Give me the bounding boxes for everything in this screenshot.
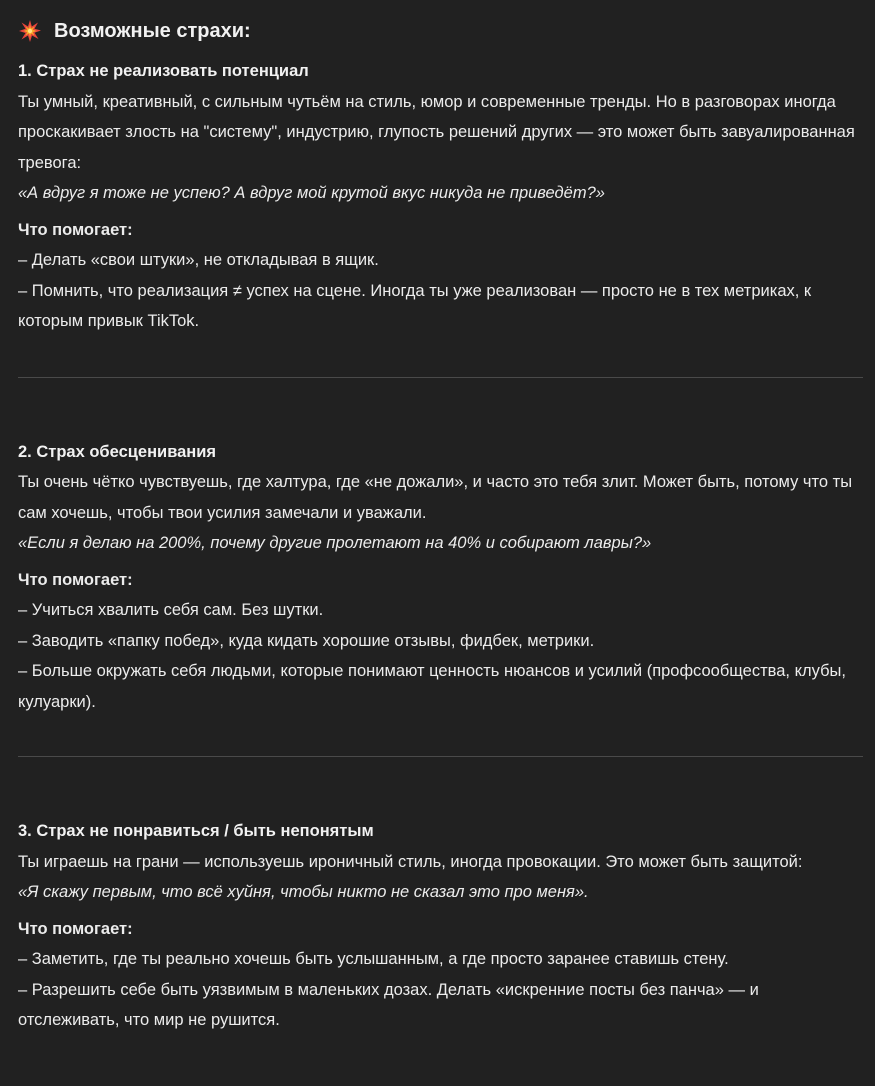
help-list — [18, 595, 863, 717]
list-item: – Больше окружать себя людьми, которые понимают ценность нюансов и усилий (профсообщества, клубы, кулуарки). — [18, 662, 846, 711]
collision-icon — [18, 19, 42, 43]
section-body: Ты умный, креативный, с сильным чутьём на стиль, юмор и современные тренды. Но в разговорах иногда проскакивает злость на "систему", индустрию, глупость решений других — это может быть завуалированная тревога: — [18, 92, 855, 172]
list-item: – Учиться хвалить себя сам. Без шутки. — [18, 601, 324, 619]
help-list — [18, 245, 863, 337]
section-title: 2. Страх обесценивания — [18, 442, 217, 461]
section-quote: «А вдруг я тоже не успею? А вдруг мой крутой вкус никуда не приведёт?» — [18, 184, 605, 202]
list-item: – Помнить, что реализация ≠ успех на сцене. Иногда ты уже реализован — просто не в тех метриках, к которым привык TikTok. — [18, 281, 812, 330]
list-item: – Делать «свои штуки», не откладывая в ящик. — [18, 251, 379, 269]
fear-section-1 — [18, 56, 863, 337]
section-quote: «Если я делаю на 200%, почему другие пролетают на 40% и собирают лавры?» — [18, 534, 652, 552]
fear-section-2 — [18, 437, 863, 718]
divider — [18, 756, 863, 757]
message-content — [18, 0, 863, 1036]
section-body: Ты играешь на грани — используешь ироничный стиль, иногда провокации. Это может быть защитой: — [18, 852, 803, 871]
heading-title: Возможные страхи: — [54, 19, 251, 42]
help-label: Что помогает: — [18, 220, 133, 239]
fear-section-3 — [18, 816, 863, 1036]
help-label: Что помогает: — [18, 919, 133, 938]
section-title: 1. Страх не реализовать потенциал — [18, 62, 309, 80]
list-item: – Разрешить себе быть уязвимым в маленьких дозах. Делать «искренние посты без панча» — и отслеживать, что мир не рушится. — [18, 980, 759, 1029]
section-title: 3. Страх не понравиться / быть непонятым — [18, 822, 374, 840]
divider — [18, 377, 863, 378]
section-quote: «Я скажу первым, что всё хуйня, чтобы никто не сказал это про меня». — [18, 883, 589, 901]
list-item: – Заводить «папку побед», куда кидать хорошие отзывы, фидбек, метрики. — [18, 631, 595, 650]
help-list — [18, 944, 863, 1036]
section-heading — [18, 14, 863, 48]
list-item: – Заметить, где ты реально хочешь быть услышанным, а где просто заранее ставишь стену. — [18, 950, 729, 968]
section-body: Ты очень чётко чувствуешь, где халтура, где «не дожали», и часто это тебя злит. Может быть, потому что ты сам хочешь, чтобы твои усилия замечали и уважали. — [18, 473, 853, 522]
help-label: Что помогает: — [18, 570, 133, 589]
